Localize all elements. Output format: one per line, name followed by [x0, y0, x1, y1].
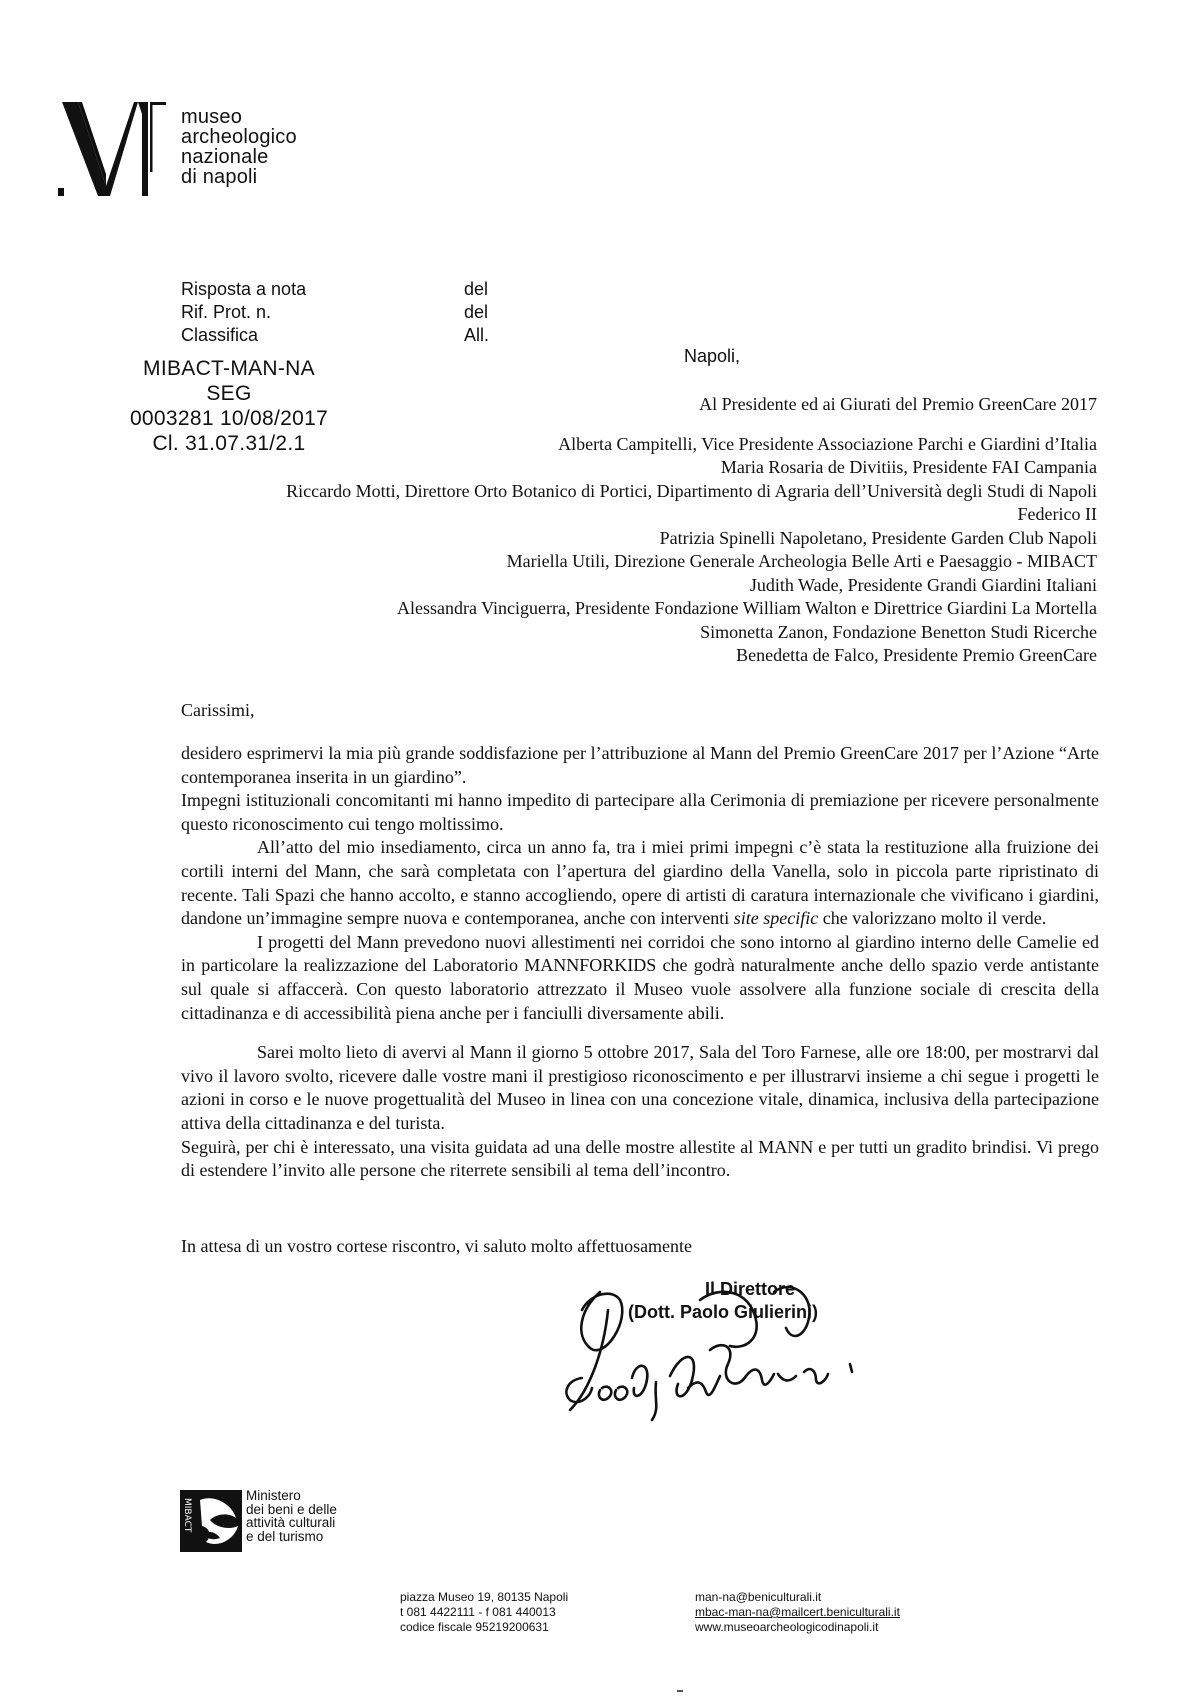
ministry-line: dei beni e delle: [246, 1501, 337, 1517]
recipient-line: Benedetta de Falco, Presidente Premio GreenCare: [736, 645, 1097, 665]
signatory-name: (Dott. Paolo Giulierini): [628, 1302, 818, 1322]
footer-address: [400, 1590, 568, 1635]
salutation: Carissimi,: [181, 700, 255, 720]
ministry-line: e del turismo: [246, 1528, 324, 1544]
paragraph-text: che valorizzano molto il verde.: [818, 908, 1047, 929]
phone-fax-line: t 081 4422111 - f 081 440013: [400, 1605, 556, 1619]
closing-line: In attesa di un vostro cortese riscontro, vi saluto molto affettuosamente: [181, 1236, 693, 1256]
email-link[interactable]: man-na@beniculturali.it: [695, 1590, 822, 1604]
paragraph: desidero esprimervi la mia più grande soddisfazione per l’attribuzione al Mann del Premio GreenCare 2017 per l’Azione “Arte contemporanea inserita in un giardino”.: [181, 743, 1099, 787]
recipient-line: Patrizia Spinelli Napoletano, Presidente Garden Club Napoli: [659, 527, 1097, 548]
logo-line: museo: [181, 106, 243, 128]
logo-line: archeologico: [181, 126, 297, 148]
ministry-logo: [180, 1490, 242, 1552]
museum-logo-m: [58, 100, 168, 198]
recipients-lead: Al Presidente ed ai Giurati del Premio GreenCare 2017: [699, 394, 1097, 414]
logo-line: nazionale: [181, 146, 269, 168]
recipient-line: Riccardo Motti, Direttore Orto Botanico di Portici, Dipartimento di Agraria dell’Università degli Studi di Napoli: [286, 480, 1097, 501]
reference-dates: [464, 278, 489, 347]
paragraph: I progetti del Mann prevedono nuovi allestimenti nei corridoi che sono intorno al giardino interno delle Camelie ed in particolare la realizzazione del Laboratorio MANNFORKIDS che godrà naturalmente anche dello spazio verde antistante sul quale si affaccerà. Con questo laboratorio attrezzato il Museo vuole assolvere alla funzione sociale di crescita della cittadinanza e di accessibilità piena anche per i fanciulli diversamente abili.: [181, 931, 1099, 1023]
protocol-ref-label: Rif. Prot. n.: [181, 302, 272, 322]
recipient-line: Mariella Utili, Direzione Generale Archeologia Belle Arti e Paesaggio - MIBACT: [506, 551, 1097, 571]
tax-code-line: codice fiscale 95219200631: [400, 1620, 549, 1634]
pec-email-link[interactable]: mbac-man-na@mailcert.beniculturali.it: [695, 1605, 900, 1619]
logo-line: di napoli: [181, 166, 258, 188]
protocol-classification: Cl. 31.07.31/2.1: [152, 432, 306, 455]
ministry-line: Ministero: [246, 1488, 301, 1503]
recipients-block: [97, 393, 1097, 668]
recipient-line: Federico II: [1017, 504, 1097, 524]
protocol-office: MIBACT-MAN-NA: [143, 357, 315, 380]
attachments-label: All.: [464, 325, 490, 345]
paragraph: Sarei molto lieto di avervi al Mann il giorno 5 ottobre 2017, Sala del Toro Farnese, alle ore 18:00, per mostrarvi dal vivo il lavoro svolto, ricevere dalle vostre mani il prestigioso riconoscimento e per illustrarvi insieme a chi segue i progetti le azioni in corso e le nuove progettualità del Museo in linea con una concezione vitale, dinamica, inclusiva della partecipazione attiva della cittadinanza e del turista.: [181, 1042, 1099, 1133]
date-label: del: [464, 302, 489, 322]
museum-logo-text: [181, 107, 297, 187]
recipient-line: Maria Rosaria de Divitiis, Presidente FAI Campania: [720, 457, 1097, 477]
recipient-line: Alberta Campitelli, Vice Presidente Associazione Parchi e Giardini d’Italia: [558, 433, 1097, 454]
protocol-number-date: 0003281 10/08/2017: [129, 407, 329, 430]
reply-to-label: Risposta a nota: [181, 279, 307, 299]
italic-term: site specific: [733, 908, 819, 929]
place-date: Napoli,: [684, 346, 741, 366]
classification-label: Classifica: [181, 325, 259, 345]
recipient-line: Simonetta Zanon, Fondazione Benetton Studi Ricerche: [700, 621, 1097, 642]
page-mark: [677, 1690, 683, 1692]
ministry-logo-vertical-text: MIBACT: [182, 1498, 192, 1533]
paragraph: Impegni istituzionali concomitanti mi hanno impedito di partecipare alla Cerimonia di premiazione per ricevere personalmente questo riconoscimento cui tengo moltissimo.: [181, 790, 1099, 834]
paragraph: [181, 836, 1099, 930]
footer-contacts: [695, 1590, 900, 1635]
date-label: del: [464, 279, 489, 299]
signatory-title: Il Direttore: [705, 1279, 796, 1299]
ministry-line: attività culturali: [246, 1515, 336, 1530]
letter-body: [181, 742, 1099, 1183]
protocol-section: SEG: [206, 382, 252, 405]
address-line: piazza Museo 19, 80135 Napoli: [400, 1590, 569, 1604]
website-link[interactable]: www.museoarcheologicodinapoli.it: [695, 1620, 879, 1634]
reference-labels: [181, 278, 306, 347]
recipient-line: Judith Wade, Presidente Grandi Giardini Italiani: [749, 574, 1097, 595]
paragraph-text: All’atto del mio insediamento, circa un anno fa, tra i miei primi impegni c’è stata la restituzione alla fruizione dei cortili interni del Mann, che sarà completata con l’apertura del giardino della Vanella, solo in piccola parte ripristinato di recente. Tali Spazi che hanno accolto, e stanno accogliendo, opere di artisti di caratura internazionale che vivificano i giardini, dandone un’immagine sempre nuova e contemporanea, anche con interventi: [181, 837, 1099, 929]
ministry-name: [246, 1489, 337, 1543]
paragraph: Seguirà, per chi è interessato, una visita guidata ad una delle mostre allestite al MANN e per tutti un gradito brindisi. Vi prego di estendere l’invito alle persone che riterrete sensibili al tema dell’incontro.: [181, 1136, 1099, 1181]
recipient-line: Alessandra Vinciguerra, Presidente Fondazione William Walton e Direttrice Giardini La Mortella: [396, 598, 1097, 618]
